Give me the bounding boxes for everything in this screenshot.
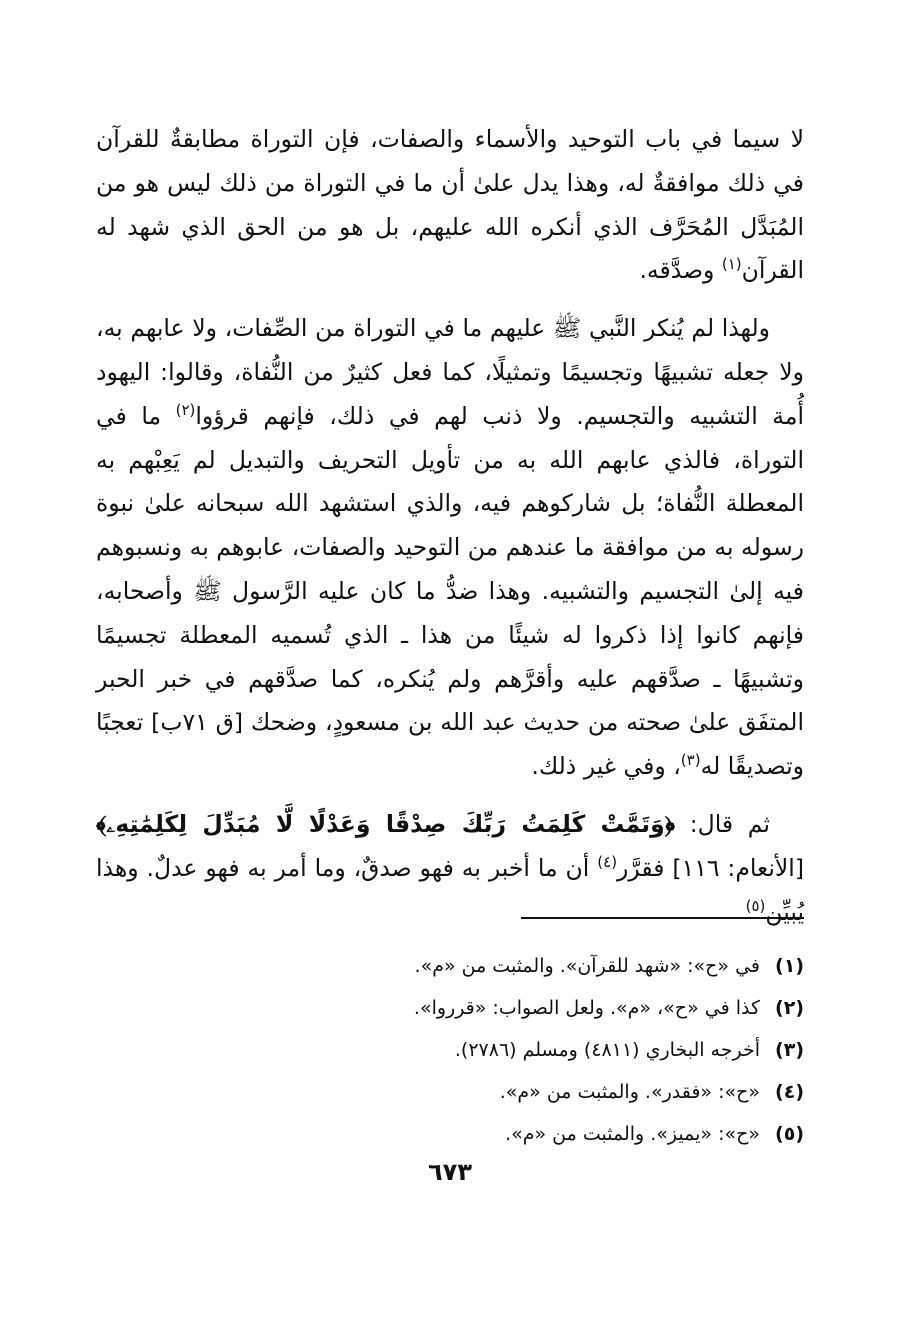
footnote-ref-5: (٥) — [745, 896, 766, 915]
footnote-ref-1: (١) — [721, 255, 742, 274]
paragraph-1-text-a: لا سيما في باب التوحيد والأسماء والصفات، فإن التوراة مطابقةٌ للقرآن في ذلك موافقةٌ له، وهذا يدل علىٰ أن ما في التوراة من ذلك ليس هو من المُبَدَّل المُحَرَّف الذي أنكره الله عليهم، بل هو من الحق الذي شهد له القرآن — [96, 125, 804, 285]
main-text — [96, 118, 804, 934]
footnote-text: كذا في «ح»، «م». ولعل الصواب: «قرروا». — [413, 997, 760, 1019]
page-number: ٦٧٣ — [428, 1158, 472, 1186]
footnote-3 — [96, 1029, 804, 1071]
paragraph-2-text-c: ، وفي غير ذلك. — [531, 752, 681, 781]
paragraph-3-text-b: [الأنعام: ١١٦] فقرَّر — [617, 853, 805, 882]
footnote-number: (٣) — [775, 1039, 804, 1061]
footnote-ref-4: (٤) — [597, 852, 618, 871]
footnote-text: «ح»: «فقدر». والمثبت من «م». — [499, 1081, 760, 1103]
paragraph-2-text-b: ما في التوراة، فالذي عابهم الله به من تأويل التحريف والتبديل لم يَعِبْهم به المعطلة النُّفاة؛ بل شاركوهم فيه، والذي استشهد الله سبحانه علىٰ نبوة رسوله به من موافقة ما عندهم من التوحيد والصفات، عابوهم به ونسبوهم فيه إلىٰ التجسيم والتشبيه. وهذا ضدُّ ما كان عليه الرَّسول ﷺ وأصحابه، فإنهم كانوا إذا ذكروا له شيئًا من هذا ـ الذي تُسميه المعطلة تجسيمًا وتشبيهًا ـ صدَّقهم عليه وأقرَّهم ولم يُنكره، كما صدَّقهم في خبر الحبر المتفَق علىٰ صحته من حديث عبد الله بن مسعودٍ، وضحك [ق ٧١ب] تعجبًا وتصديقًا له — [96, 401, 804, 781]
paragraph-3-text-a: ثم قال: — [675, 809, 770, 838]
footnote-number: (٤) — [775, 1081, 804, 1103]
footnote-number: (٢) — [775, 997, 804, 1019]
footnote-number: (٥) — [775, 1123, 804, 1145]
footnote-text: «ح»: «يميز». والمثبت من «م». — [505, 1123, 760, 1145]
footnote-5 — [96, 1113, 804, 1155]
paragraph-3-text-c: أن ما أخبر به فهو صدقٌ، وما أمر به فهو عدلٌ. وهذا يُبيِّن — [96, 853, 804, 926]
footnote-number: (١) — [775, 955, 804, 977]
footnote-4 — [96, 1071, 804, 1113]
quran-verse: ﴿وَتَمَّتْ كَلِمَتُ رَبِّكَ صِدْقًا وَعَدْلًا لَّا مُبَدِّلَ لِكَلِمَٰتِهِۦ﴾ — [96, 809, 676, 838]
footnote-text: أخرجه البخاري (٤٨١١) ومسلم (٢٧٨٦). — [454, 1039, 760, 1061]
paragraph-1-text-b: وصدَّقه. — [639, 256, 722, 285]
paragraph-2-text-a: ولهذا لم يُنكر النَّبي ﷺ عليهم ما في التوراة من الصِّفات، ولا عابهم به، ولا جعله تشبيهًا وتجسيمًا وتمثيلًا، كما فعل كثيرٌ من النُّفاة، وقالوا: اليهود أُمة التشبيه والتجسيم. ولا ذنب لهم في ذلك، فإنهم قرؤوا — [96, 314, 804, 430]
paragraph-1 — [96, 118, 804, 293]
footnote-ref-3: (٣) — [680, 751, 701, 770]
footnote-2 — [96, 987, 804, 1029]
footnote-divider — [521, 917, 804, 919]
footnote-1 — [96, 945, 804, 987]
paragraph-3 — [96, 803, 804, 934]
paragraph-2 — [96, 307, 804, 789]
footnotes — [96, 945, 804, 1155]
footnote-text: في «ح»: «شهد للقرآن». والمثبت من «م». — [414, 955, 760, 977]
footnote-ref-2: (٢) — [175, 400, 196, 419]
